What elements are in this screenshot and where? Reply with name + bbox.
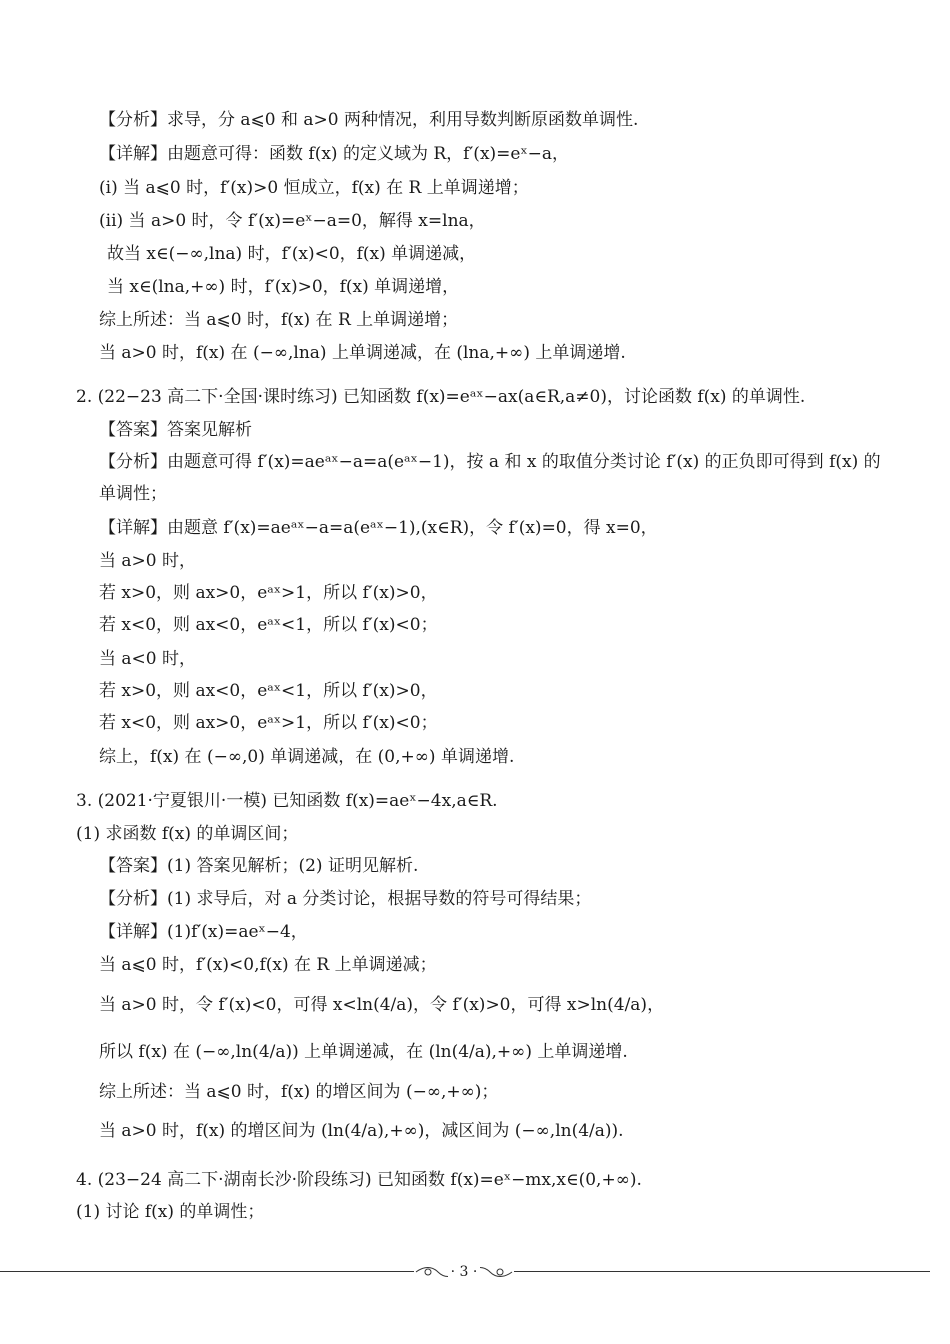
text-line: 【详解】由题意可得：函数 f(x) 的定义域为 R，f′(x)=eˣ−a， (99, 144, 570, 164)
text-line: 综上，f(x) 在 (−∞,0) 单调递减，在 (0,+∞) 单调递增. (99, 747, 515, 767)
text-line: 当 a⩽0 时，f′(x)<0,f(x) 在 R 上单调递减； (99, 955, 437, 975)
text-line: 故当 x∈(−∞,lna) 时，f′(x)<0，f(x) 单调递减， (107, 244, 477, 264)
question-heading: 2. (22−23 高二下·全国·课时练习) 已知函数 f(x)=eᵃˣ−ax(a∈R,a≠0)，讨论函数 f(x) 的单调性. (76, 387, 806, 407)
text-line: 综上所述：当 a⩽0 时，f(x) 的增区间为 (−∞,+∞)； (99, 1082, 499, 1102)
text-line: 【答案】答案见解析 (99, 420, 252, 440)
text-line: 当 a>0 时， (99, 551, 197, 571)
text-line: 当 a>0 时，f(x) 在 (−∞,lna) 上单调递减，在 (lna,+∞) 上单调递增. (99, 343, 626, 363)
text-line: 若 x>0，则 ax<0，eᵃˣ<1，所以 f′(x)>0， (99, 681, 438, 701)
text-line: (i) 当 a⩽0 时，f′(x)>0 恒成立，f(x) 在 R 上单调递增； (99, 178, 529, 198)
text-line: 单调性； (99, 484, 167, 504)
text-line: 当 x∈(lna,+∞) 时，f′(x)>0，f(x) 单调递增， (107, 277, 460, 297)
text-line: 【分析】(1) 求导后，对 a 分类讨论，根据导数的符号可得结果； (99, 889, 592, 909)
text-line: 【分析】由题意可得 f′(x)=aeᵃˣ−a=a(eᵃˣ−1)，按 a 和 x 的取值分类讨论 f′(x) 的正负即可得到 f(x) 的 (99, 452, 881, 472)
text-line: 当 a<0 时， (99, 649, 197, 669)
text-line: 若 x>0，则 ax>0，eᵃˣ>1，所以 f′(x)>0， (99, 583, 438, 603)
question-heading: 3. (2021·宁夏银川·一模) 已知函数 f(x)=aeˣ−4x,a∈R. (76, 791, 498, 811)
text-line: 当 a>0 时，令 f′(x)<0，可得 x<ln(4/a)，令 f′(x)>0，可得 x>ln(4/a)， (99, 995, 665, 1015)
text-line: 若 x<0，则 ax>0，eᵃˣ>1，所以 f′(x)<0； (99, 713, 438, 733)
text-line: 所以 f(x) 在 (−∞,ln(4/a)) 上单调递减，在 (ln(4/a),+∞) 上单调递增. (99, 1042, 628, 1062)
text-line: 【答案】(1) 答案见解析；(2) 证明见解析. (99, 856, 419, 876)
text-line: 【详解】(1)f′(x)=aeˣ−4， (99, 922, 308, 942)
text-line: (1) 讨论 f(x) 的单调性； (76, 1202, 265, 1222)
text-line: 【详解】由题意 f′(x)=aeᵃˣ−a=a(eᵃˣ−1),(x∈R)，令 f′(x)=0，得 x=0， (99, 518, 658, 538)
page-number: · 3 · (448, 1264, 481, 1280)
question-heading: 4. (23−24 高二下·湖南长沙·阶段练习) 已知函数 f(x)=eˣ−mx,x∈(0,+∞). (76, 1170, 642, 1190)
text-line: (1) 求函数 f(x) 的单调区间； (76, 824, 299, 844)
text-line: 综上所述：当 a⩽0 时，f(x) 在 R 上单调递增； (99, 310, 459, 330)
text-line: 若 x<0，则 ax<0，eᵃˣ<1，所以 f′(x)<0； (99, 615, 438, 635)
text-line: 当 a>0 时，f(x) 的增区间为 (ln(4/a),+∞)，减区间为 (−∞,ln(4/a)). (99, 1121, 624, 1141)
text-line: (ii) 当 a>0 时，令 f′(x)=eˣ−a=0，解得 x=lna， (99, 211, 486, 231)
footer-rule-right (514, 1271, 930, 1272)
page-number-ornament (414, 1262, 514, 1282)
text-line: 【分析】求导，分 a⩽0 和 a>0 两种情况，利用导数判断原函数单调性. (99, 110, 639, 130)
footer-rule-left (0, 1271, 414, 1272)
